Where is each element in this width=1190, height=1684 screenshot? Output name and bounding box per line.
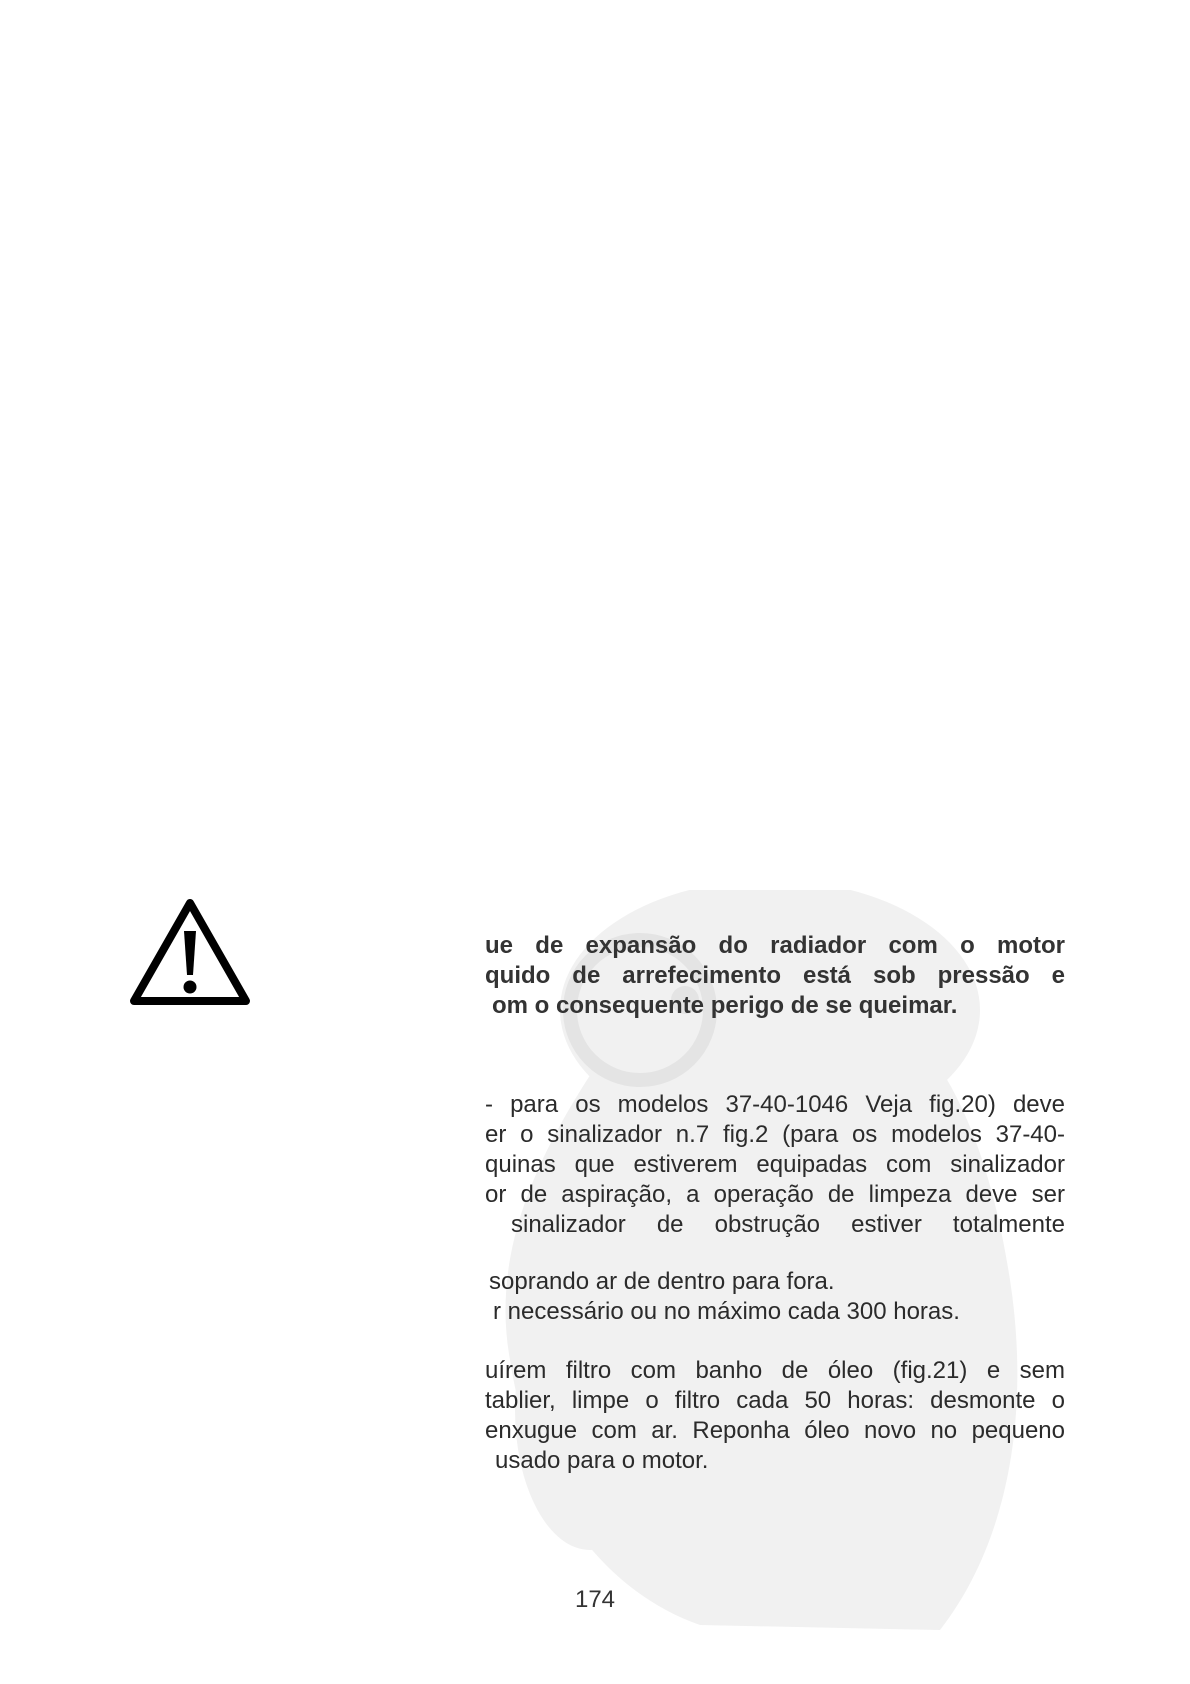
warning-triangle-icon bbox=[128, 897, 252, 1007]
warning-line: om o consequente perigo de se queimar. bbox=[492, 992, 958, 1019]
filter-line: er o sinalizador n.7 fig.2 (para os modelos 37-40- bbox=[485, 1121, 1065, 1148]
filter-line: quinas que estiverem equipadas com sinalizador bbox=[485, 1151, 1065, 1178]
oil-bath-line: usado para o motor. bbox=[495, 1447, 709, 1474]
blow-line: soprando ar de dentro para fora. bbox=[489, 1268, 835, 1295]
warning-line: quido de arrefecimento está sob pressão e bbox=[485, 962, 1065, 989]
blow-paragraph bbox=[485, 1267, 1065, 1327]
oil-bath-line: enxugue com ar. Reponha óleo novo no pequeno bbox=[485, 1417, 1065, 1444]
oil-bath-paragraph bbox=[485, 1356, 1065, 1476]
oil-bath-line: tablier, limpe o filtro cada 50 horas: desmonte o bbox=[485, 1387, 1065, 1414]
warning-paragraph bbox=[485, 931, 1065, 1021]
filter-paragraph bbox=[485, 1090, 1065, 1240]
warning-line: ue de expansão do radiador com o motor bbox=[485, 932, 1065, 959]
page-number: 174 bbox=[574, 1586, 616, 1613]
filter-line: or de aspiração, a operação de limpeza deve ser bbox=[485, 1181, 1065, 1208]
filter-line: sinalizador de obstrução estiver totalmente bbox=[511, 1211, 1065, 1238]
blow-line: r necessário ou no máximo cada 300 horas. bbox=[493, 1298, 960, 1325]
oil-bath-line: uírem filtro com banho de óleo (fig.21) e sem bbox=[485, 1357, 1065, 1384]
filter-line: - para os modelos 37-40-1046 Veja fig.20) deve bbox=[485, 1091, 1065, 1118]
